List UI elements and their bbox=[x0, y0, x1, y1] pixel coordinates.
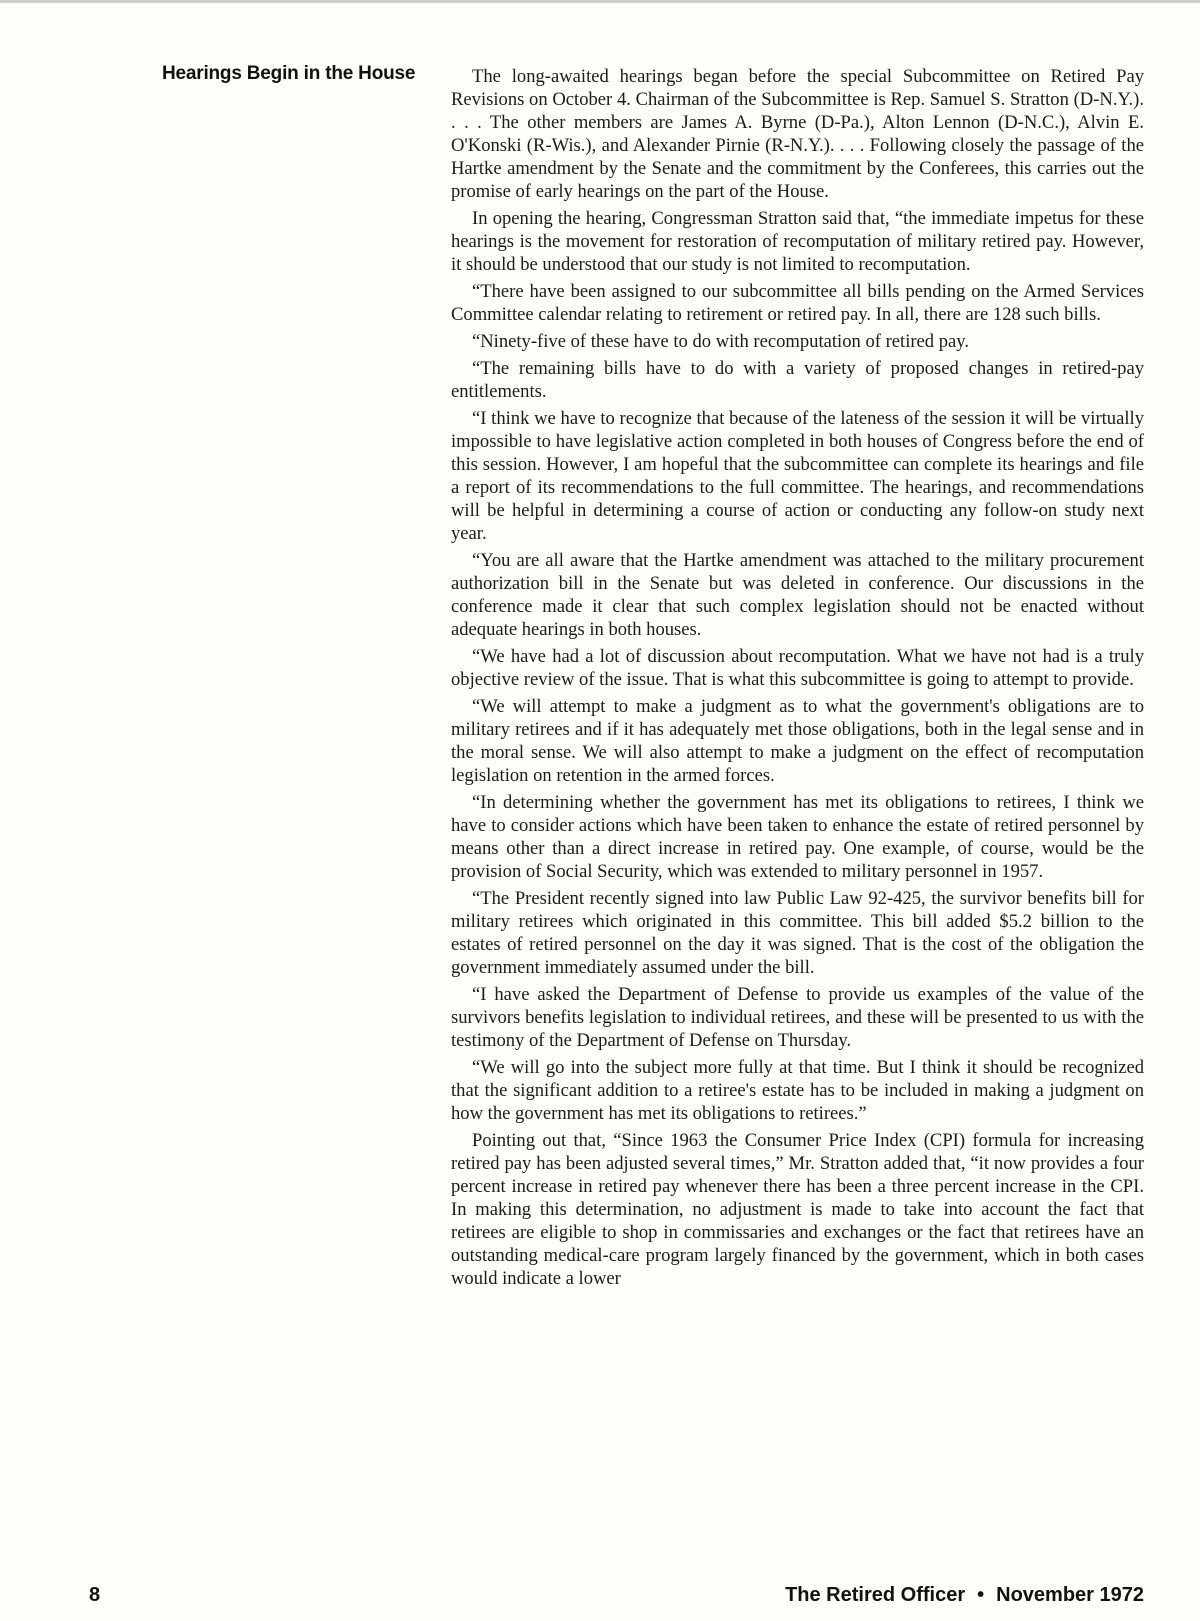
footer-separator: • bbox=[977, 1584, 985, 1606]
article-paragraph: “There have been assigned to our subcommittee all bills pending on the Armed Services Committee calendar relating to retirement or retired pay. In all, there are 128 such bills. bbox=[451, 281, 1144, 325]
article-paragraph: “I have asked the Department of Defense to provide us examples of the value of the survivors benefits legislation to individual retirees, and these will be presented to us with the testimony of the Department of Defense on Thursday. bbox=[451, 984, 1144, 1051]
article-paragraph: “I think we have to recognize that because of the lateness of the session it will be virtually impossible to have legislative action completed in both houses of Congress before the end of this session. However, I am hopeful that the subcommittee can complete its hearings and file a report of its recommendations to the full committee. The hearings, and recommendations will be helpful in determining a course of action or conducting any follow-on study next year. bbox=[451, 408, 1144, 544]
article-paragraph: “We have had a lot of discussion about recomputation. What we have not had is a truly objective review of the issue. That is what this subcommittee is going to attempt to provide. bbox=[451, 646, 1144, 690]
running-footer bbox=[785, 1584, 1144, 1607]
article-paragraph: “The President recently signed into law Public Law 92-425, the survivor benefits bill for military retirees which originated in this committee. This bill added $5.2 billion to the estates of retired personnel on the day it was signed. That is the cost of the obligation the government immediately assumed under the bill. bbox=[451, 888, 1144, 978]
article-paragraph: The long-awaited hearings began before the special Subcommittee on Retired Pay Revisions on October 4. Chairman of the Subcommittee is Rep. Samuel S. Stratton (D-N.Y.). . . . The other members are James A. Byrne (D-Pa.), Alton Lennon (D-N.C.), Alvin E. O'Konski (R-Wis.), and Alexander Pirnie (R-N.Y.). . . . Following closely the passage of the Hartke amendment by the Senate and the commitment by the Conferees, this carries out the promise of early hearings on the part of the House. bbox=[451, 66, 1144, 202]
article-paragraph: “The remaining bills have to do with a variety of proposed changes in retired-pay entitlements. bbox=[451, 358, 1144, 402]
article-paragraph: “We will attempt to make a judgment as to what the government's obligations are to military retirees and if it has adequately met those obligations, both in the legal sense and in the moral sense. We will also attempt to make a judgment on the effect of recomputation legislation on retention in the armed forces. bbox=[451, 696, 1144, 786]
article-paragraph: “Ninety-five of these have to do with recomputation of retired pay. bbox=[472, 331, 970, 352]
top-edge-rule bbox=[0, 0, 1200, 3]
article-paragraph: Pointing out that, “Since 1963 the Consumer Price Index (CPI) formula for increasing retired pay has been adjusted several times,” Mr. Stratton added that, “it now provides a four percent increase in retired pay whenever there has been a three percent increase in the CPI. In making this determination, no adjustment is made to take into account the fact that retirees are eligible to shop in commissaries and exchanges or the fact that retirees have an outstanding medical-care program largely financed by the government, which in both cases would indicate a lower bbox=[451, 1130, 1144, 1289]
article-paragraph: “In determining whether the government has met its obligations to retirees, I think we have to consider actions which have been taken to enhance the estate of retired personnel by means other than a direct increase in retired pay. One example, of course, would be the provision of Social Security, which was extended to military personnel in 1957. bbox=[451, 792, 1144, 882]
page-number: 8 bbox=[89, 1584, 101, 1606]
article-paragraph: “You are all aware that the Hartke amendment was attached to the military procurement authorization bill in the Senate but was deleted in conference. Our discussions in the conference made it clear that such complex legislation should not be enacted without adequate hearings in both houses. bbox=[451, 550, 1144, 640]
article-paragraph: “We will go into the subject more fully at that time. But I think it should be recognized that the significant addition to a retiree's estate has to be included in making a judgment on how the government has met its obligations to retirees.” bbox=[451, 1057, 1144, 1124]
issue-date: November 1972 bbox=[996, 1584, 1144, 1606]
section-sidehead: Hearings Begin in the House bbox=[162, 63, 416, 84]
publication-title: The Retired Officer bbox=[785, 1584, 966, 1606]
article-body bbox=[451, 65, 1144, 1294]
article-paragraph: In opening the hearing, Congressman Stratton said that, “the immediate impetus for these hearings is the movement for restoration of recomputation of military retired pay. However, it should be understood that our study is not limited to recomputation. bbox=[451, 208, 1144, 275]
